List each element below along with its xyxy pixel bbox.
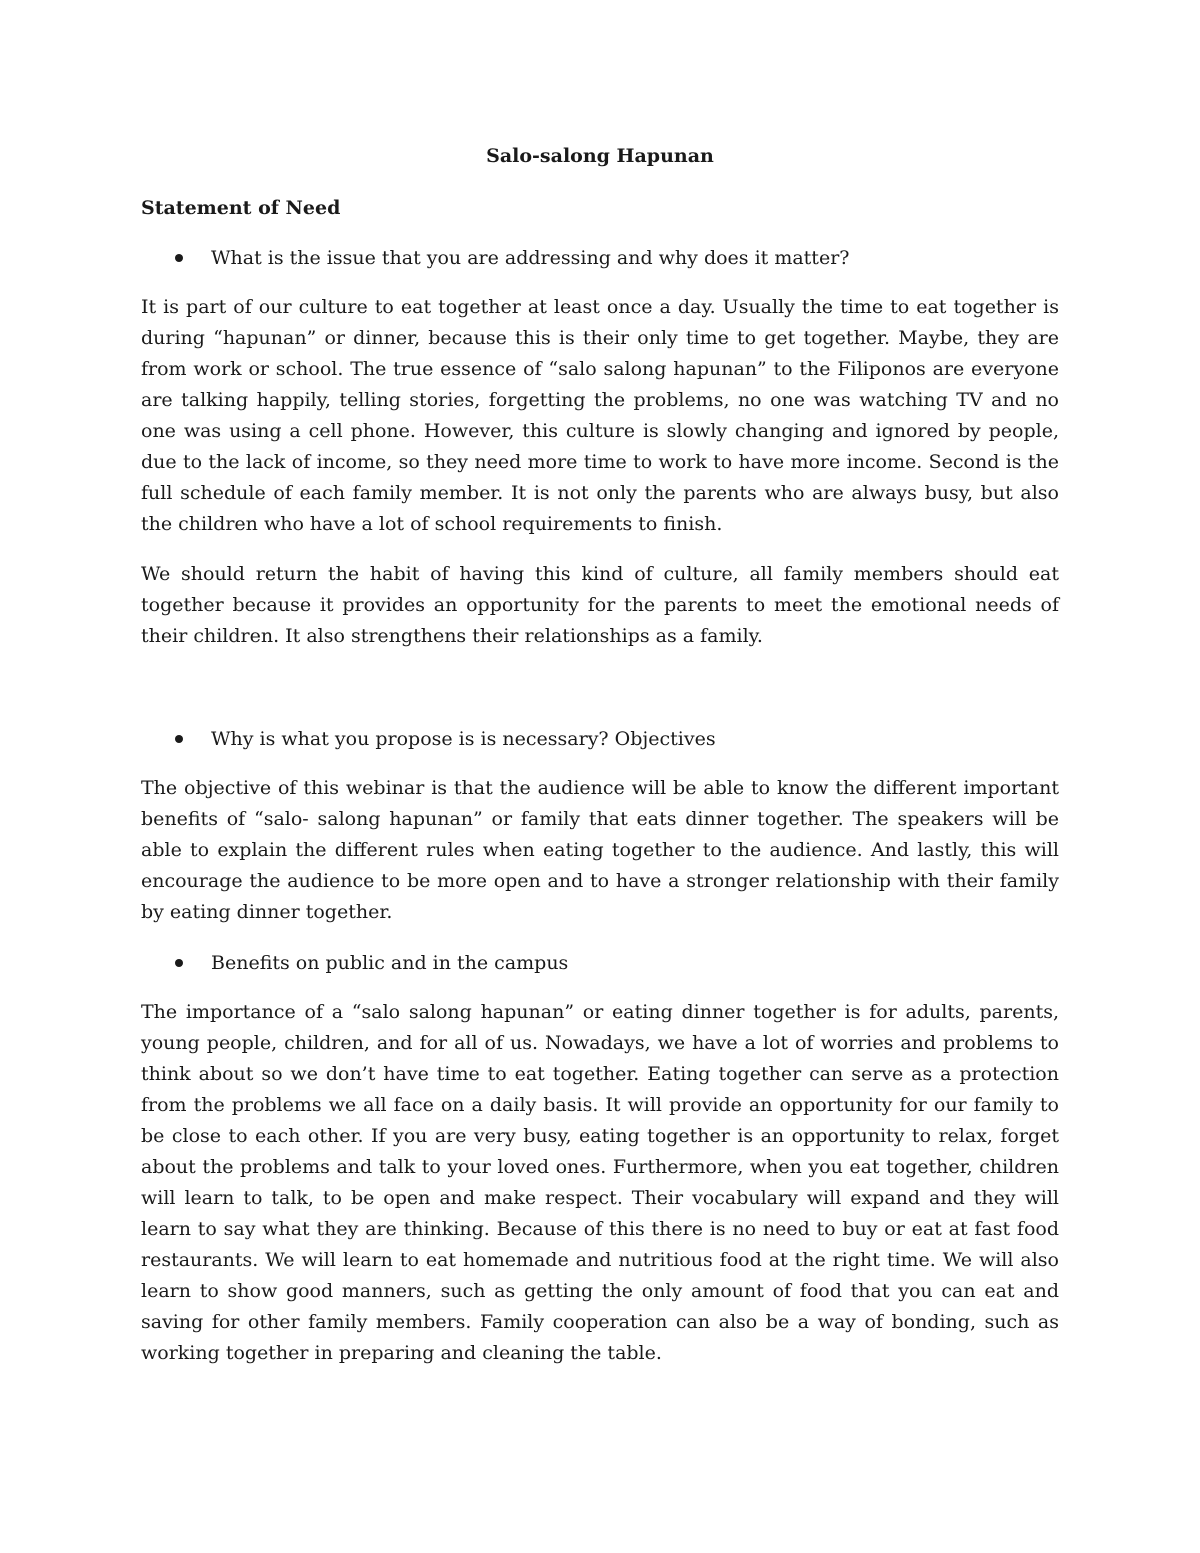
paragraph: We should return the habit of having this kind of culture, all family members should eat together because it provides an opportunity for the parents to meet the emotional needs of their children. It also strengthens their relationships as a family. [141,563,1059,647]
spacer [141,671,1059,723]
bullet-dot-icon [175,254,183,262]
document-title: Salo-salong Hapunan [486,145,714,167]
bullet-dot-icon [175,735,183,743]
bullet-item-objectives [141,723,1059,755]
bullet-item-benefits [141,947,1059,979]
bullet-text: Benefits on public and in the campus [211,952,569,974]
paragraph: The importance of a “salo salong hapunan” or eating dinner together is for adults, parents, young people, children, and for all of us. Nowadays, we have a lot of worries and problems to think about so we don’t have time to eat together. Eating together can serve as a protection from the problems we all face on a daily basis. It will provide an opportunity for our family to be close to each other. If you are very busy, eating together is an opportunity to relax, forget about the problems and talk to your loved ones. Furthermore, when you eat together, children will learn to talk, to be open and make respect. Their vocabulary will expand and they will learn to say what they are thinking. Because of this there is no need to buy or eat at fast food restaurants. We will learn to eat homemade and nutritious food at the right time. We will also learn to show good manners, such as getting the only amount of food that you can eat and saving for other family members. Family cooperation can also be a way of bonding, such as working together in preparing and cleaning the table. [141,1001,1059,1364]
bullet-text: What is the issue that you are addressing and why does it matter? [211,247,850,269]
bullet-item-issue [141,242,1059,274]
paragraph: The objective of this webinar is that the audience will be able to know the different important benefits of “salo- salong hapunan” or family that eats dinner together. The speakers will be able to explain the different rules when eating together to the audience. And lastly, this will encourage the audience to be more open and to have a stronger relationship with their family by eating dinner together. [141,777,1059,923]
document-page [141,140,1059,1388]
bullet-text: Why is what you propose is is necessary? Objectives [211,728,716,750]
bullet-dot-icon [175,959,183,967]
paragraph: It is part of our culture to eat together at least once a day. Usually the time to eat together is during “hapunan” or dinner, because this is their only time to get together. Maybe, they are from work or school. The true essence of “salo salong hapunan” to the Filiponos are everyone are talking happily, telling stories, forgetting the problems, no one was watching TV and no one was using a cell phone. However, this culture is slowly changing and ignored by people, due to the lack of income, so they need more time to work to have more income. Second is the full schedule of each family member. It is not only the parents who are always busy, but also the children who have a lot of school requirements to finish. [141,296,1059,535]
section-heading: Statement of Need [141,197,341,219]
